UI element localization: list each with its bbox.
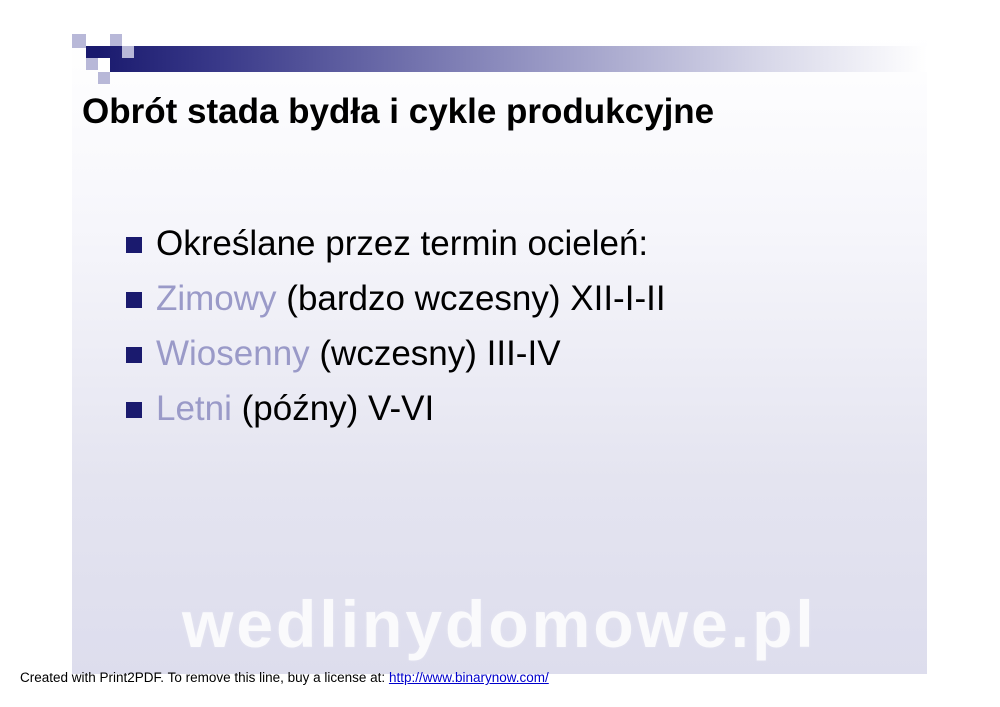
bullet-text: Określane przez termin ocieleń: <box>156 224 649 263</box>
bullet-item <box>126 271 666 326</box>
bullet-item <box>126 326 666 381</box>
bullet-text: (późny) V-VI <box>231 389 435 428</box>
footer-text: Created with Print2PDF. To remove this line, buy a license at: <box>20 670 389 685</box>
decor-square <box>72 34 86 48</box>
header-gradient-bar <box>98 46 927 72</box>
decor-square <box>110 34 122 46</box>
bullet-list <box>126 216 666 436</box>
watermark-text: wedlinydomowe.pl <box>182 587 817 661</box>
bullet-text: (wczesny) III-IV <box>309 334 561 373</box>
slide-title: Obrót stada bydła i cykle produkcyjne <box>82 92 715 131</box>
bullet-item <box>126 216 666 271</box>
bullet-item <box>126 381 666 436</box>
decor-square <box>98 70 110 84</box>
square-bullet-icon <box>126 292 142 308</box>
bullet-highlight: Letni <box>156 389 232 428</box>
decor-square <box>86 58 98 70</box>
bullet-text: (bardzo wczesny) XII-I-II <box>276 279 666 318</box>
bullet-highlight: Zimowy <box>156 279 277 318</box>
bullet-highlight: Wiosenny <box>156 334 310 373</box>
footer-notice <box>20 670 549 685</box>
decor-square-white <box>98 58 110 72</box>
square-bullet-icon <box>126 237 142 253</box>
square-bullet-icon <box>126 347 142 363</box>
decor-square <box>122 46 134 58</box>
square-bullet-icon <box>126 402 142 418</box>
license-link[interactable]: http://www.binarynow.com/ <box>388 670 549 685</box>
decor-square-dark <box>86 46 98 58</box>
